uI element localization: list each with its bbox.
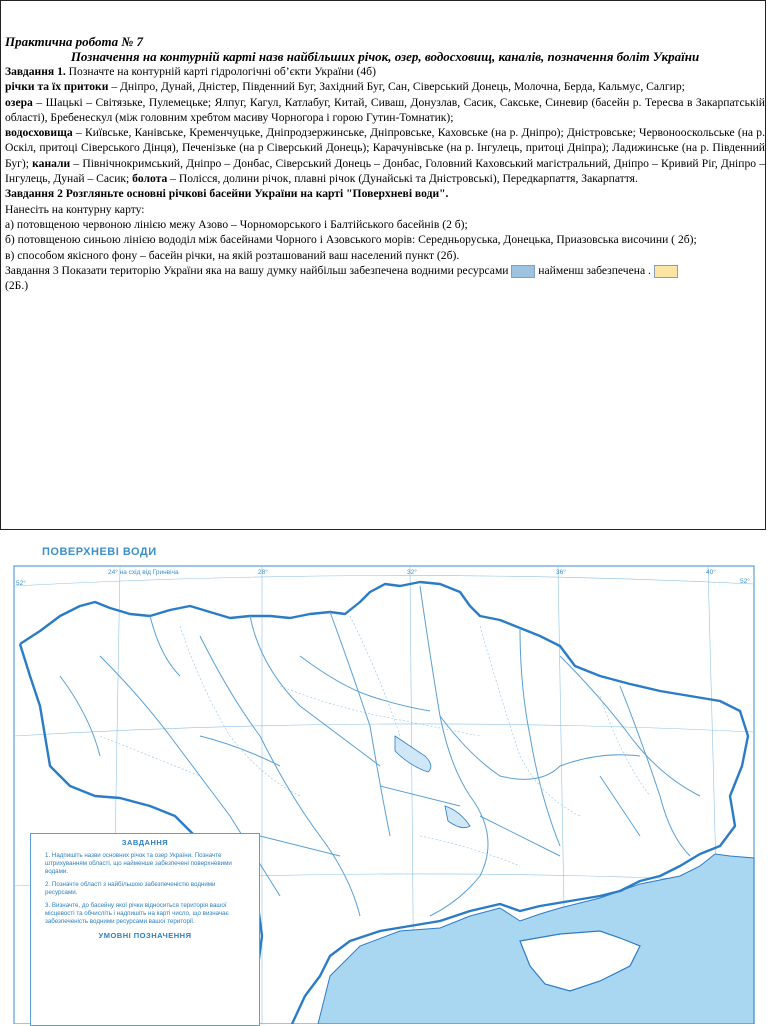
task2-subheading: Нанесіть на контурну карту: <box>5 202 145 216</box>
task3-paragraph <box>5 263 765 278</box>
task-box-item: 1. Надпишіть назви основних річок та озер України. Позначте штрихуванням області, що найменше забезпечені поверхневими водами. <box>45 852 232 875</box>
lat-label-right: 52° <box>740 578 750 585</box>
map-task-box <box>30 833 260 1026</box>
lakes-paragraph <box>5 95 765 126</box>
task2-item-b: б) потовщеною синьою лінією вододіл між басейнами Чорного і Азовського морів: Середньоруська, Донецька, Приазовська височини ( 2б); <box>5 233 697 247</box>
worksheet-subtitle: Позначення на контурній карті назв найбільших річок, озер, водосховищ, каналів, позначення боліт України <box>70 49 700 64</box>
worksheet-title: Практична робота № 7 <box>5 34 143 49</box>
lon-label-28: 28° <box>258 569 268 576</box>
rivers-heading: річки та їх притоки <box>5 80 109 94</box>
task3-text: Завдання 3 Показати територію України яка на вашу думку найбільш забезпечена водними ресурсами <box>5 263 509 277</box>
task1-intro: Позначте на контурній карті гідрологічні об’єкти України (4б) <box>65 65 376 78</box>
worksheet-text <box>5 34 765 293</box>
swamps-list: – Полісся, долини річок, плавні річок (Дунайські та Дністровські), Передкарпаття, Закарпаття. <box>167 172 638 186</box>
swamps-heading: болота <box>132 172 168 186</box>
task-box-items <box>45 852 249 926</box>
task-box-title: ЗАВДАННЯ <box>121 838 169 847</box>
reservoirs-paragraph <box>5 125 765 186</box>
rivers-paragraph <box>5 79 765 94</box>
lakes-list: – Шацькі – Світязьке, Пулемецьке; Ялпуг, Кагул, Катлабуг, Китай, Сиваш, Донузлав, Сасик, Сакське, Синевир (басейн р. Тересва в Закарпатській області), Бребенескул (між головним хребтом масиву Чорногора і горою Гутин-Томнатик); <box>5 95 765 124</box>
lakes-heading: озера <box>5 95 33 109</box>
task-box-item: 3. Визначте, до басейну якої річки відноситься територія вашої місцевості та обчисліть і надпишіть на карті число, що визначає забезпеченість водними ресурсами вашої території. <box>45 902 229 925</box>
reservoirs-list: – Київське, Канівське, Кременчуцьке, Дніпродзержинське, Дніпровське, Каховське (на р. Дніпро); Дністровське; Червонооскольське (на р. Оскіл, притоці Сіверського Дінця), Печенізьке (на р Сіверський Донець); Карачунівське (на р. Інгулець, притоці Дніпра); Ладижинське (на р. Південний Буг); <box>5 126 765 170</box>
task2-heading <box>5 186 765 201</box>
canals-list: – Північнокримський, Дніпро – Донбас, Сіверський Донець – Донбас, Головний Каховський магістральний, Дніпро – Кривий Ріг, Дніпро – Інгулець, Дунай – Сасик; <box>5 156 766 186</box>
map-title: ПОВЕРХНЕВІ ВОДИ <box>42 546 157 558</box>
task2-heading-text: Завдання 2 Розгляньте основні річкові басейни України на карті "Поверхневі води". <box>5 187 449 201</box>
canals-heading: канали <box>32 156 71 170</box>
reservoirs-heading: водосховища <box>5 126 73 140</box>
task-box-item: 2. Позначте області з найбільшою забезпеченістю водними ресурсами. <box>45 881 216 896</box>
task1-heading: Завдання 1. <box>5 65 66 78</box>
task3-middle-text: найменш забезпечена . <box>535 263 654 277</box>
legend-title: УМОВНІ ПОЗНАЧЕННЯ <box>98 931 192 940</box>
contour-map <box>0 536 768 1024</box>
rivers-list: – Дніпро, Дунай, Дністер, Південний Буг, Західний Буг, Сан, Сіверський Донець, Молочна, Берда, Кальмус, Салгир; <box>108 80 685 94</box>
least-water-swatch[interactable] <box>654 265 678 278</box>
lat-label-left: 52° <box>16 580 26 587</box>
meridian-note: 24° на схід від Гринвіча <box>108 569 179 576</box>
task2-item-a: а) потовщеною червоною лінією межу Азово – Чорноморського і Балтійського басейнів (2 б); <box>5 217 468 231</box>
most-water-swatch[interactable] <box>511 265 535 278</box>
task2-item-c: в) способом якісного фону – басейн річки, на якій розташований ваш населений пункт (2б). <box>5 248 460 262</box>
lon-label-32: 32° <box>407 569 417 576</box>
lon-label-36: 36° <box>556 569 566 576</box>
task1-paragraph <box>5 64 765 79</box>
task3-points: (2Б.) <box>5 279 29 293</box>
lon-label-40: 40° <box>706 569 716 576</box>
